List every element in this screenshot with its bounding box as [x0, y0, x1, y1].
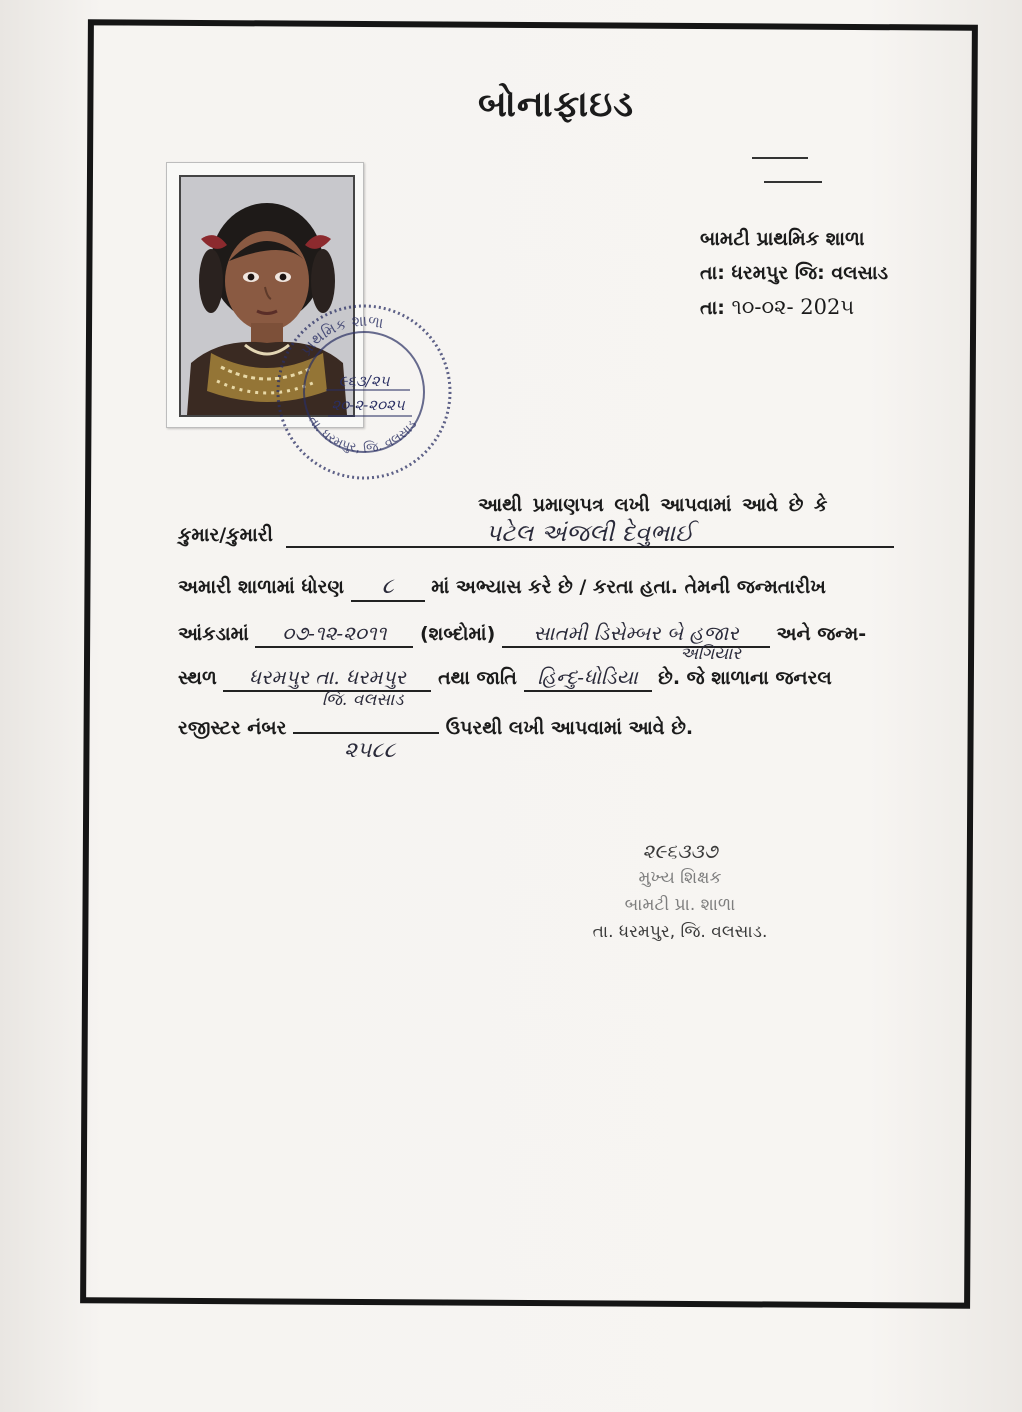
- school-info: [700, 222, 888, 325]
- class-suffix: માં અભ્યાસ કરે છે / કરતા હતા. તેમની જન્મતારીખ: [431, 576, 826, 598]
- closing-text: ઉપરથી લખી આપવામાં આવે છે.: [445, 717, 694, 739]
- issue-date-value: ૧૦-૦૨- 202૫: [731, 295, 855, 319]
- signatory-address: તા. ધરમપુર, જિ. વલસાડ.: [592, 922, 768, 942]
- birthplace-suffix: અને જન્મ-: [776, 623, 867, 645]
- name-label: કુમાર/કુમારી: [178, 524, 273, 546]
- certificate-intro: આથી પ્રમાણપત્ર લખી આપવામાં આવે છે કે: [478, 494, 828, 516]
- signatory-school: બામટી પ્રા. શાળા: [624, 895, 736, 915]
- register-value: ૨૫૮૮: [344, 738, 396, 763]
- stamp-date: ૨૦-૨-૨૦૨૫: [331, 396, 405, 414]
- dob-label: આંકડામાં: [178, 623, 249, 645]
- certificate-title: બોનાફાઇડ: [478, 84, 634, 125]
- stamp-ring-text: પ્રાથમિક શાળા: [296, 311, 385, 359]
- signature: ૨૯૬૩૩૭: [642, 839, 718, 863]
- issue-date: [700, 290, 888, 325]
- name-row: [178, 520, 894, 548]
- margin-mark: [752, 157, 808, 159]
- class-row: [178, 574, 826, 602]
- place-value: ધરમપુર તા. ધરમપુર: [223, 664, 431, 692]
- dob-row: [178, 620, 866, 648]
- caste-label: તથા જાતિ: [438, 667, 517, 689]
- caste-value: હિન્દુ-ધોડિયા: [524, 664, 652, 692]
- issue-date-label: તા:: [700, 297, 725, 319]
- dob-words-label: (શબ્દોમાં): [420, 623, 496, 645]
- place-row: [178, 664, 832, 692]
- stamp-ring-bottom-text: તા. ધરમપુર, જિ. વલસાડ: [304, 413, 421, 457]
- register-blank-line: [293, 714, 439, 734]
- signatory-block: [560, 838, 800, 946]
- place-value-line2: જિ. વલસાડ: [322, 690, 404, 710]
- dob-value: ૦૭-૧૨-૨૦૧૧: [255, 620, 413, 648]
- signatory-title: મુખ્ય શિક્ષક: [638, 868, 722, 888]
- svg-text:તા. ધરમપુર, જિ. વલસાડ: [305, 413, 420, 456]
- register-text: છે. જે શાળાના જનરલ: [658, 667, 832, 689]
- school-stamp: [272, 300, 456, 484]
- register-label: રજીસ્ટર નંબર: [178, 717, 287, 739]
- svg-text:પ્રાથમિક શાળા: [297, 312, 385, 359]
- stamp-number: ૯૬૩/૨૫: [338, 372, 390, 390]
- dob-words-value: સાતમી ડિસેમ્બર બે હજાર: [502, 620, 770, 648]
- school-name: બામટી પ્રાથમિક શાળા: [700, 228, 865, 250]
- class-value: ૮: [351, 574, 425, 602]
- place-label: સ્થળ: [178, 667, 217, 689]
- dob-words-value-line2: અગિયાર: [680, 644, 742, 664]
- register-row: [178, 714, 693, 739]
- margin-mark: [764, 181, 822, 183]
- class-prefix: અમારી શાળામાં ધોરણ: [178, 576, 344, 598]
- school-address: તા: ધરમપુર જિ: વલસાડ: [700, 262, 889, 284]
- student-name: પટેલ અંજલી દેવુભાઈ: [286, 520, 894, 548]
